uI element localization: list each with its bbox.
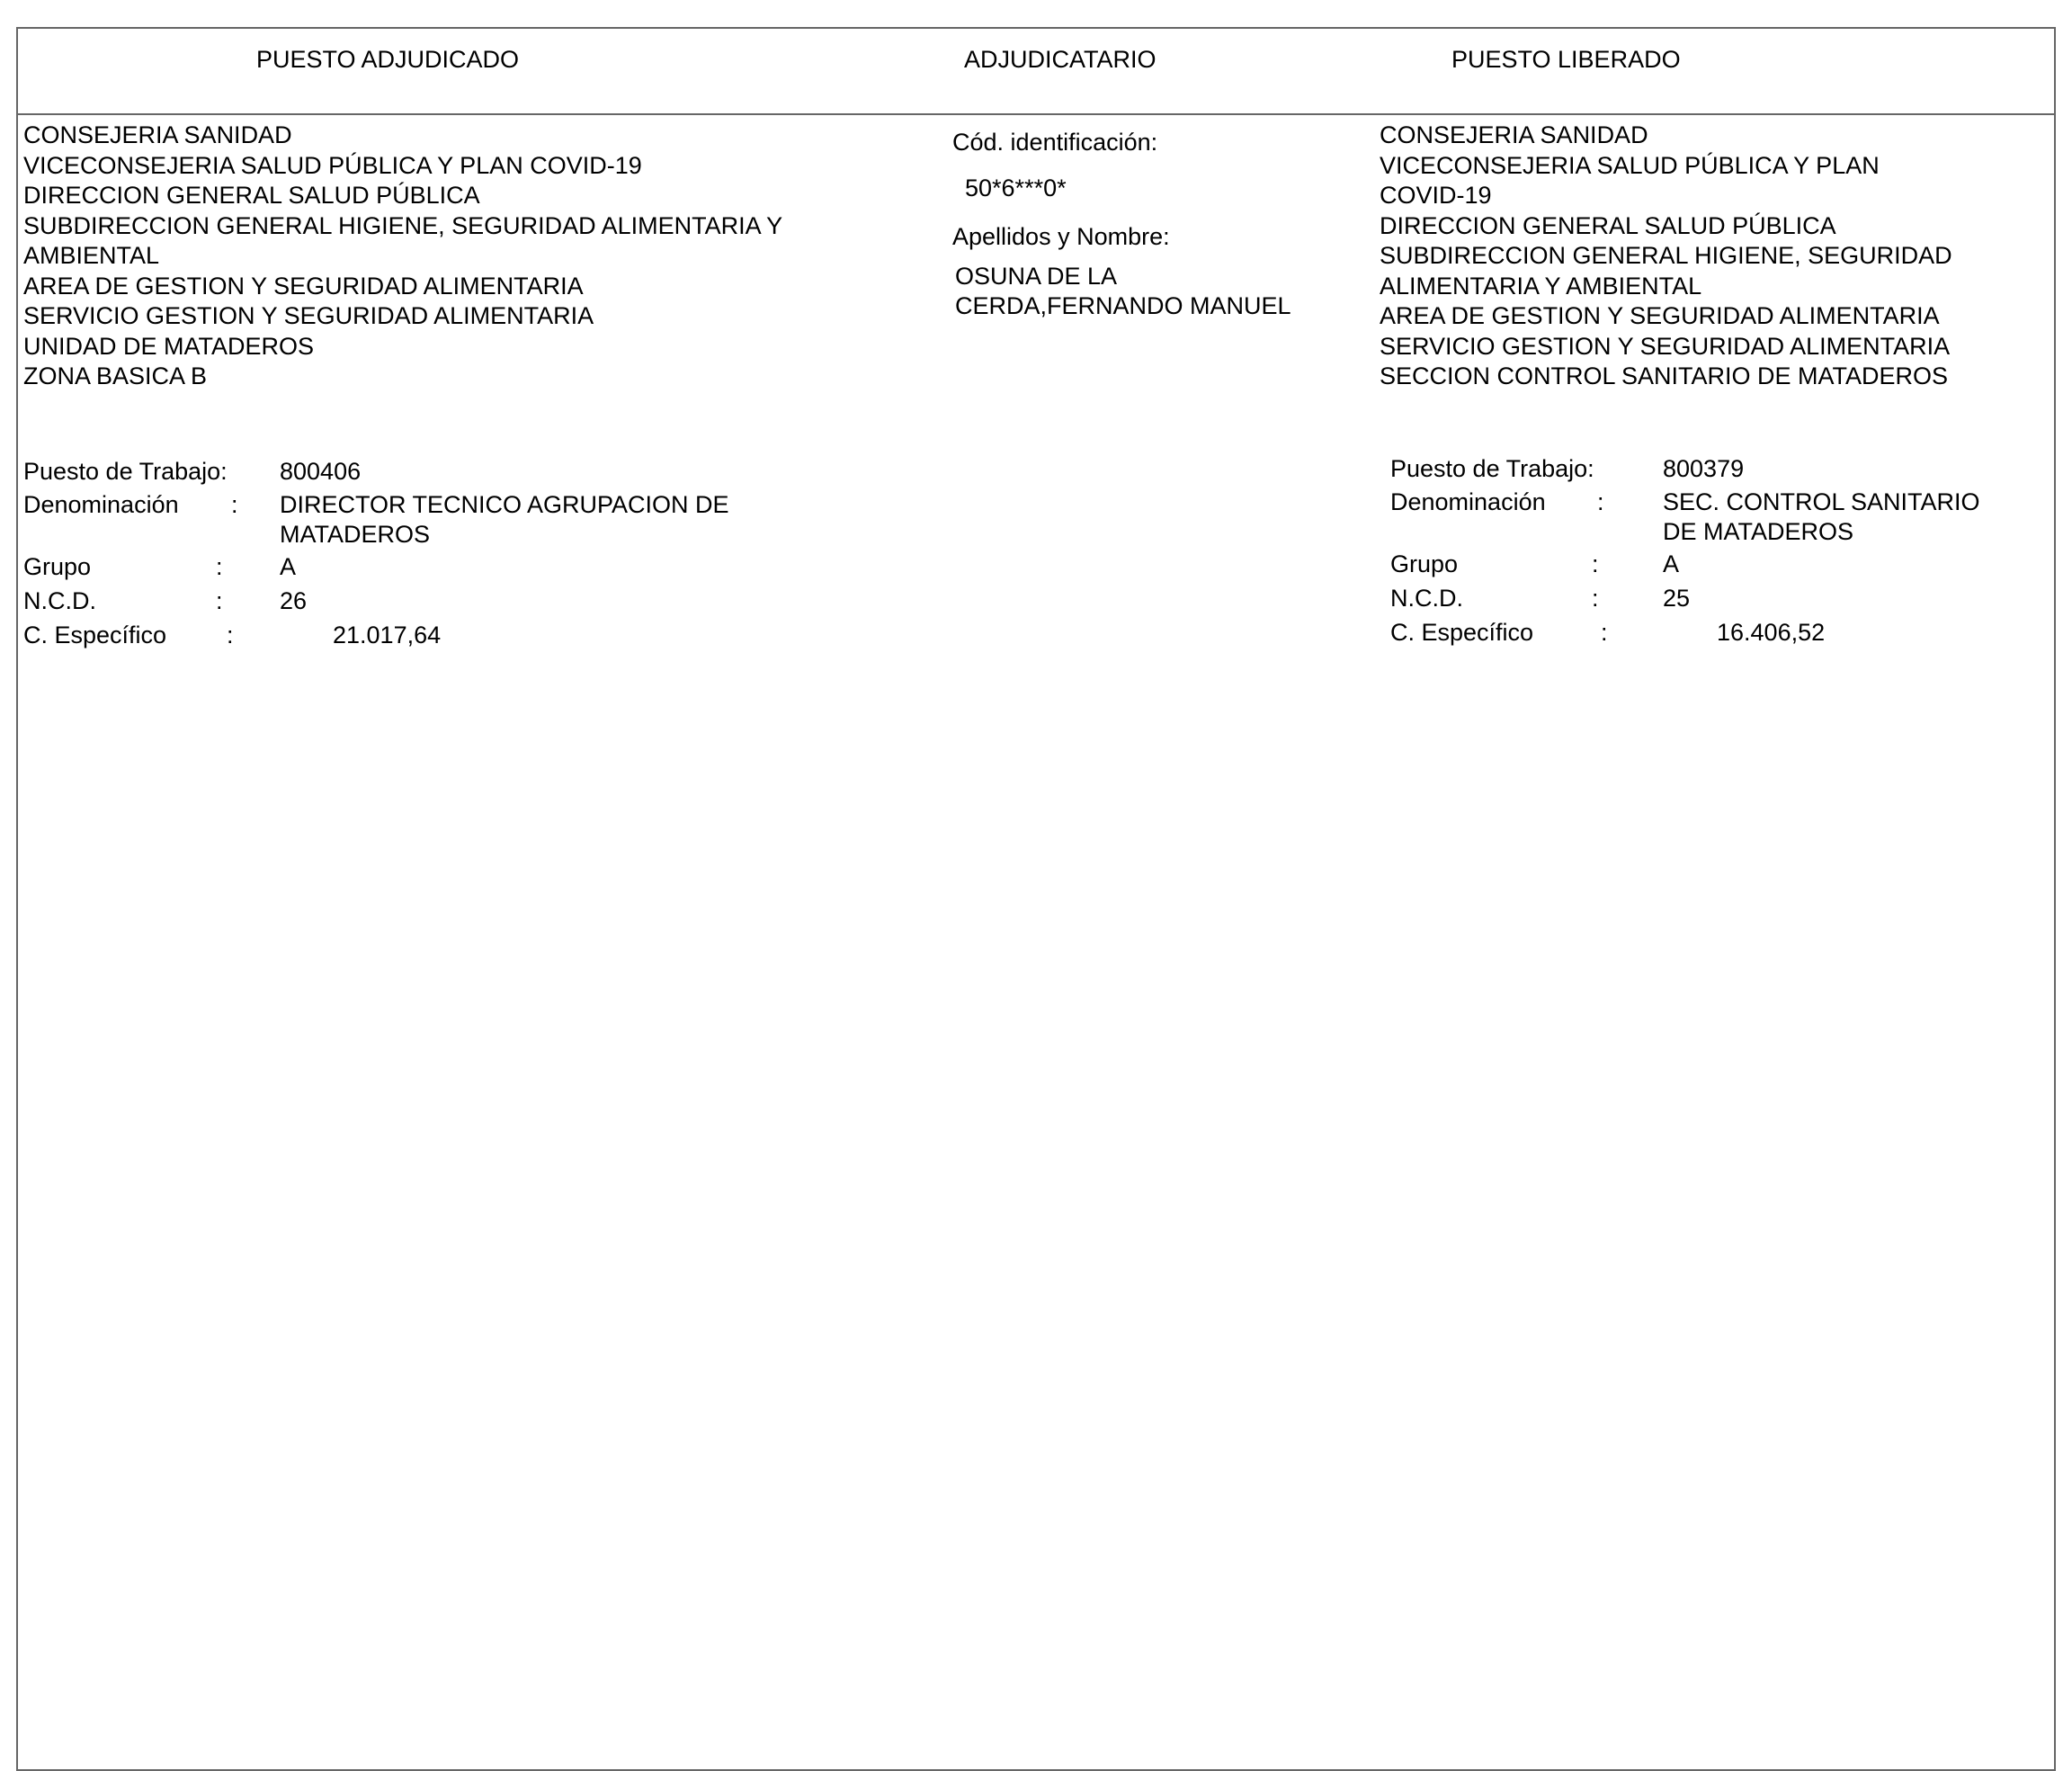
liberado-ncd-value: 25 (1663, 585, 1691, 612)
liberado-especifico-label: C. Específico (1390, 619, 1534, 646)
liberado-grupo-label: Grupo (1390, 550, 1459, 577)
org-line: AMBIENTAL (23, 242, 160, 269)
org-line: SUBDIRECCION GENERAL HIGIENE, SEGURIDAD (1380, 242, 1952, 269)
adjudicado-especifico-label: C. Específico (23, 622, 167, 648)
org-line: DIRECCION GENERAL SALUD PÚBLICA (23, 182, 480, 209)
header-divider (16, 113, 2056, 115)
liberado-puesto-label: Puesto de Trabajo: (1390, 455, 1594, 482)
denominacion-line: MATADEROS (280, 521, 431, 548)
colon: : (216, 553, 223, 580)
org-line: COVID-19 (1380, 182, 1492, 209)
org-line: SUBDIRECCION GENERAL HIGIENE, SEGURIDAD ALIMENTARIA Y (23, 211, 783, 239)
adjudicado-puesto-label: Puesto de Trabajo: (23, 458, 228, 485)
org-line: SERVICIO GESTION Y SEGURIDAD ALIMENTARIA (1380, 332, 1951, 360)
org-line: CONSEJERIA SANIDAD (23, 121, 292, 148)
liberado-org-block (1380, 121, 1952, 392)
header-adjudicatario: ADJUDICATARIO (964, 46, 1157, 73)
cod-identificacion-label: Cód. identificación: (952, 129, 1158, 156)
org-line: SERVICIO GESTION Y SEGURIDAD ALIMENTARIA (23, 302, 594, 329)
org-line: ZONA BASICA B (23, 362, 208, 389)
liberado-denominacion-label: Denominación (1390, 488, 1546, 515)
liberado-puesto-value: 800379 (1663, 455, 1745, 482)
org-line: SECCION CONTROL SANITARIO DE MATADEROS (1380, 362, 1949, 389)
liberado-denominacion-value (1663, 487, 1980, 547)
cod-identificacion-value: 50*6***0* (965, 174, 1067, 201)
org-line: AREA DE GESTION Y SEGURIDAD ALIMENTARIA (1380, 302, 1940, 329)
nombre-line: OSUNA DE LA (955, 263, 1118, 290)
colon: : (1597, 488, 1604, 515)
adjudicado-denominacion-label: Denominación (23, 491, 179, 518)
adjudicado-puesto-value: 800406 (280, 458, 362, 485)
apellidos-nombre-value (955, 262, 1291, 321)
colon: : (227, 622, 234, 648)
header-puesto-adjudicado: PUESTO ADJUDICADO (256, 46, 520, 73)
nombre-line: CERDA,FERNANDO MANUEL (955, 292, 1291, 319)
org-line: UNIDAD DE MATADEROS (23, 332, 315, 360)
adjudicado-grupo-label: Grupo (23, 553, 92, 580)
denominacion-line: DIRECTOR TECNICO AGRUPACION DE (280, 491, 729, 518)
colon: : (216, 587, 223, 614)
colon: : (1592, 550, 1599, 577)
liberado-especifico-value: 16.406,52 (1717, 619, 1826, 646)
liberado-grupo-value: A (1663, 550, 1680, 577)
org-line: DIRECCION GENERAL SALUD PÚBLICA (1380, 211, 1836, 239)
denominacion-line: SEC. CONTROL SANITARIO (1663, 488, 1980, 515)
adjudicado-org-block (23, 121, 782, 392)
header-puesto-liberado: PUESTO LIBERADO (1451, 46, 1681, 73)
colon: : (231, 491, 238, 518)
apellidos-nombre-label: Apellidos y Nombre: (952, 223, 1170, 250)
org-line: AREA DE GESTION Y SEGURIDAD ALIMENTARIA (23, 272, 584, 300)
org-line: VICECONSEJERIA SALUD PÚBLICA Y PLAN COVID-19 (23, 151, 642, 179)
adjudicado-denominacion-value (280, 490, 729, 550)
org-line: CONSEJERIA SANIDAD (1380, 121, 1648, 148)
adjudicado-ncd-value: 26 (280, 587, 308, 614)
adjudicado-grupo-value: A (280, 553, 297, 580)
colon: : (1592, 585, 1599, 612)
colon: : (1601, 619, 1608, 646)
adjudicado-ncd-label: N.C.D. (23, 587, 96, 614)
liberado-ncd-label: N.C.D. (1390, 585, 1463, 612)
org-line: ALIMENTARIA Y AMBIENTAL (1380, 272, 1702, 300)
denominacion-line: DE MATADEROS (1663, 518, 1854, 545)
org-line: VICECONSEJERIA SALUD PÚBLICA Y PLAN (1380, 151, 1880, 179)
adjudicado-especifico-value: 21.017,64 (333, 622, 442, 648)
